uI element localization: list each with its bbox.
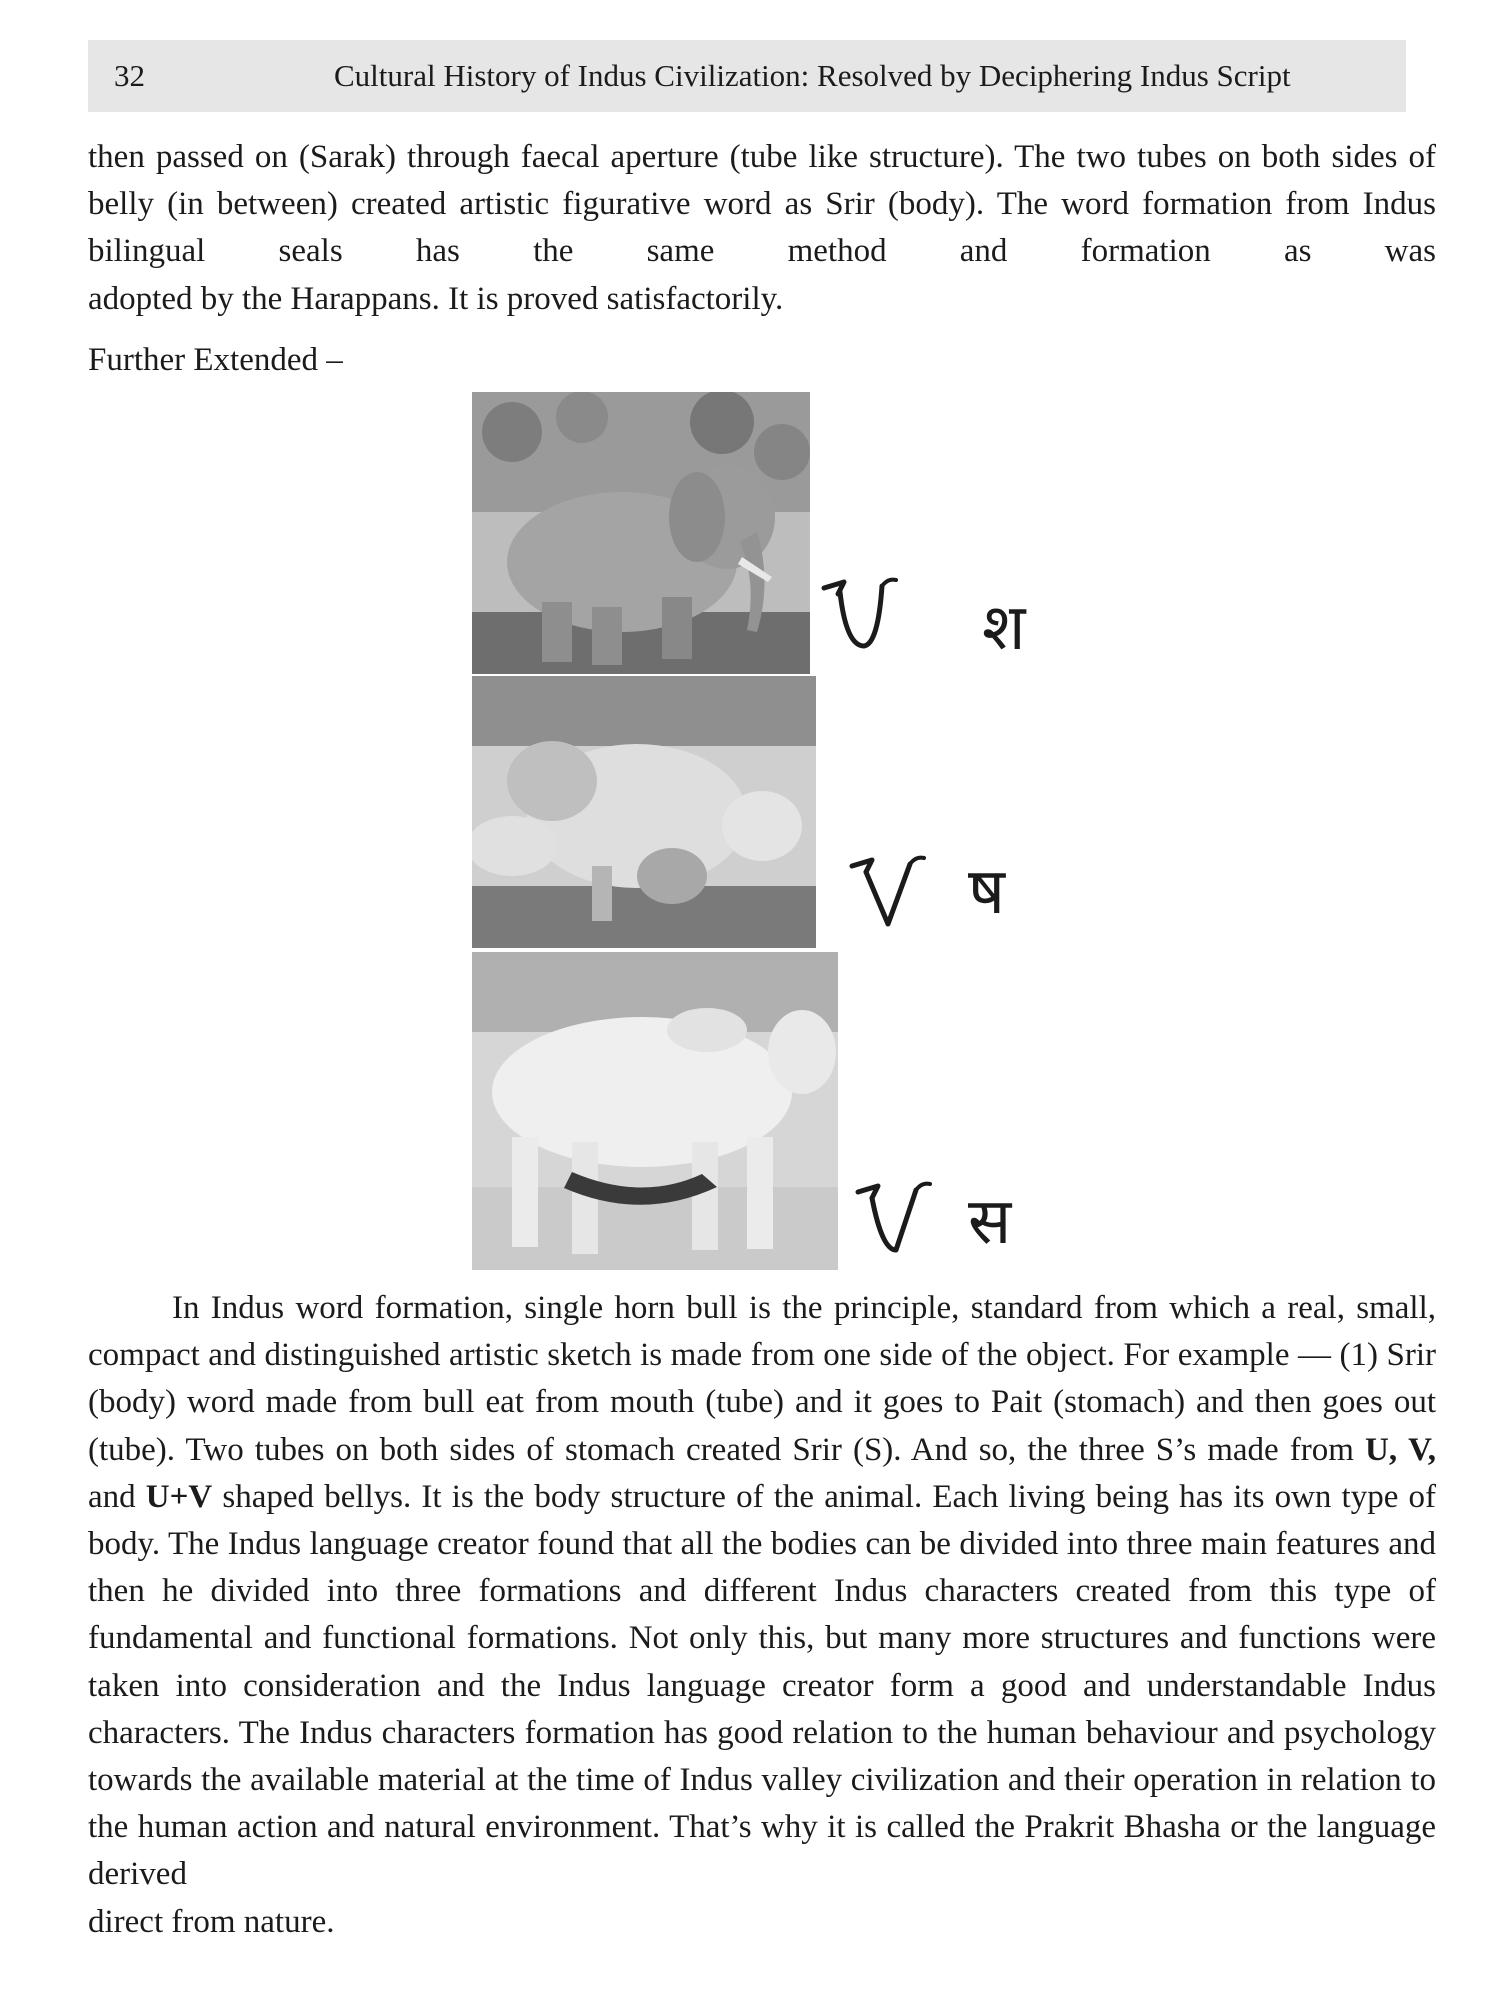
text-line: type of fundamental and functional formations. Not only this, but many more structures [88,1573,1436,1657]
uv-shaped-indus-sign-icon [852,1178,942,1258]
bold-letter-v: V, [1408,1431,1436,1468]
text-line: both sides of belly (in between) created artistic figurative word as Srir (body). The [88,139,1436,223]
text-line: natural environment. That’s why it is called the Prakrit Bhasha or the language derived [88,1809,1436,1893]
text-line: the body structure of the animal. Each living being has its own type of body. The Indus [88,1478,1436,1563]
text-line: direct from nature. [88,1903,335,1940]
devanagari-letter-sa: स [968,1185,1012,1259]
devanagari-letter-sha: श [982,591,1026,665]
bold-letters-uv: U+V [145,1478,213,1515]
text-line: then passed on (Sarak) through faecal aperture (tube like structure). The two tubes on [88,139,1251,175]
text-line: and functions were taken into consideration and the Indus language creator form a [88,1620,1436,1704]
text-line: then he divided into three formations and different Indus characters created from this [88,1573,1318,1610]
devanagari-letter-ssa: ष [968,855,1005,929]
paragraph-2 [88,1285,1436,1946]
running-header [88,40,1406,112]
text-line: good and understandable Indus characters. The Indus characters formation has good [88,1667,1436,1751]
text-line: relation to the human behaviour and psychology towards the available material at the [88,1714,1437,1799]
bull-photo-icon [472,952,838,1270]
text-line: shaped bellys. It is [212,1478,474,1515]
u-shaped-indus-sign-icon [818,574,908,654]
text-line: time of Indus valley civilization and their operation in relation to the human action and [88,1762,1437,1846]
running-title: Cultural History of Indus Civilization: Resolved by Deciphering Indus Script [334,58,1291,93]
text-line: adopted by the Harappans. It is proved satisfactorily. [88,280,784,317]
v-shaped-indus-sign-icon [846,852,936,932]
goat-photo-icon [472,676,816,948]
page-number: 32 [114,58,145,93]
text-line: and [88,1478,146,1515]
elephant-photo-icon [472,392,810,674]
text-line: language creator found that all the bodies can be divided into three main features and [309,1526,1437,1563]
text-line: In Indus word formation, single horn bull is the principle, standard from which [172,1290,1250,1326]
paragraph-1 [88,134,1436,323]
text-line: it goes to Pait (stomach) and then goes out (tube). Two tubes on both sides of stomach [88,1384,1437,1468]
text-line: a real, small, compact and distinguished artistic sketch is made from one side of the [88,1290,1437,1374]
bold-letter-u: U, [1365,1431,1398,1468]
further-extended-label: Further Extended – [88,342,343,378]
text-line: created Srir (S). And so, the three S’s made from [686,1431,1365,1468]
text-line: word formation from Indus bilingual seals has the same method and formation as was [88,186,1436,270]
text-line: object. For example — (1) Srir (body) word made from bull eat from mouth (tube) and [88,1337,1437,1421]
